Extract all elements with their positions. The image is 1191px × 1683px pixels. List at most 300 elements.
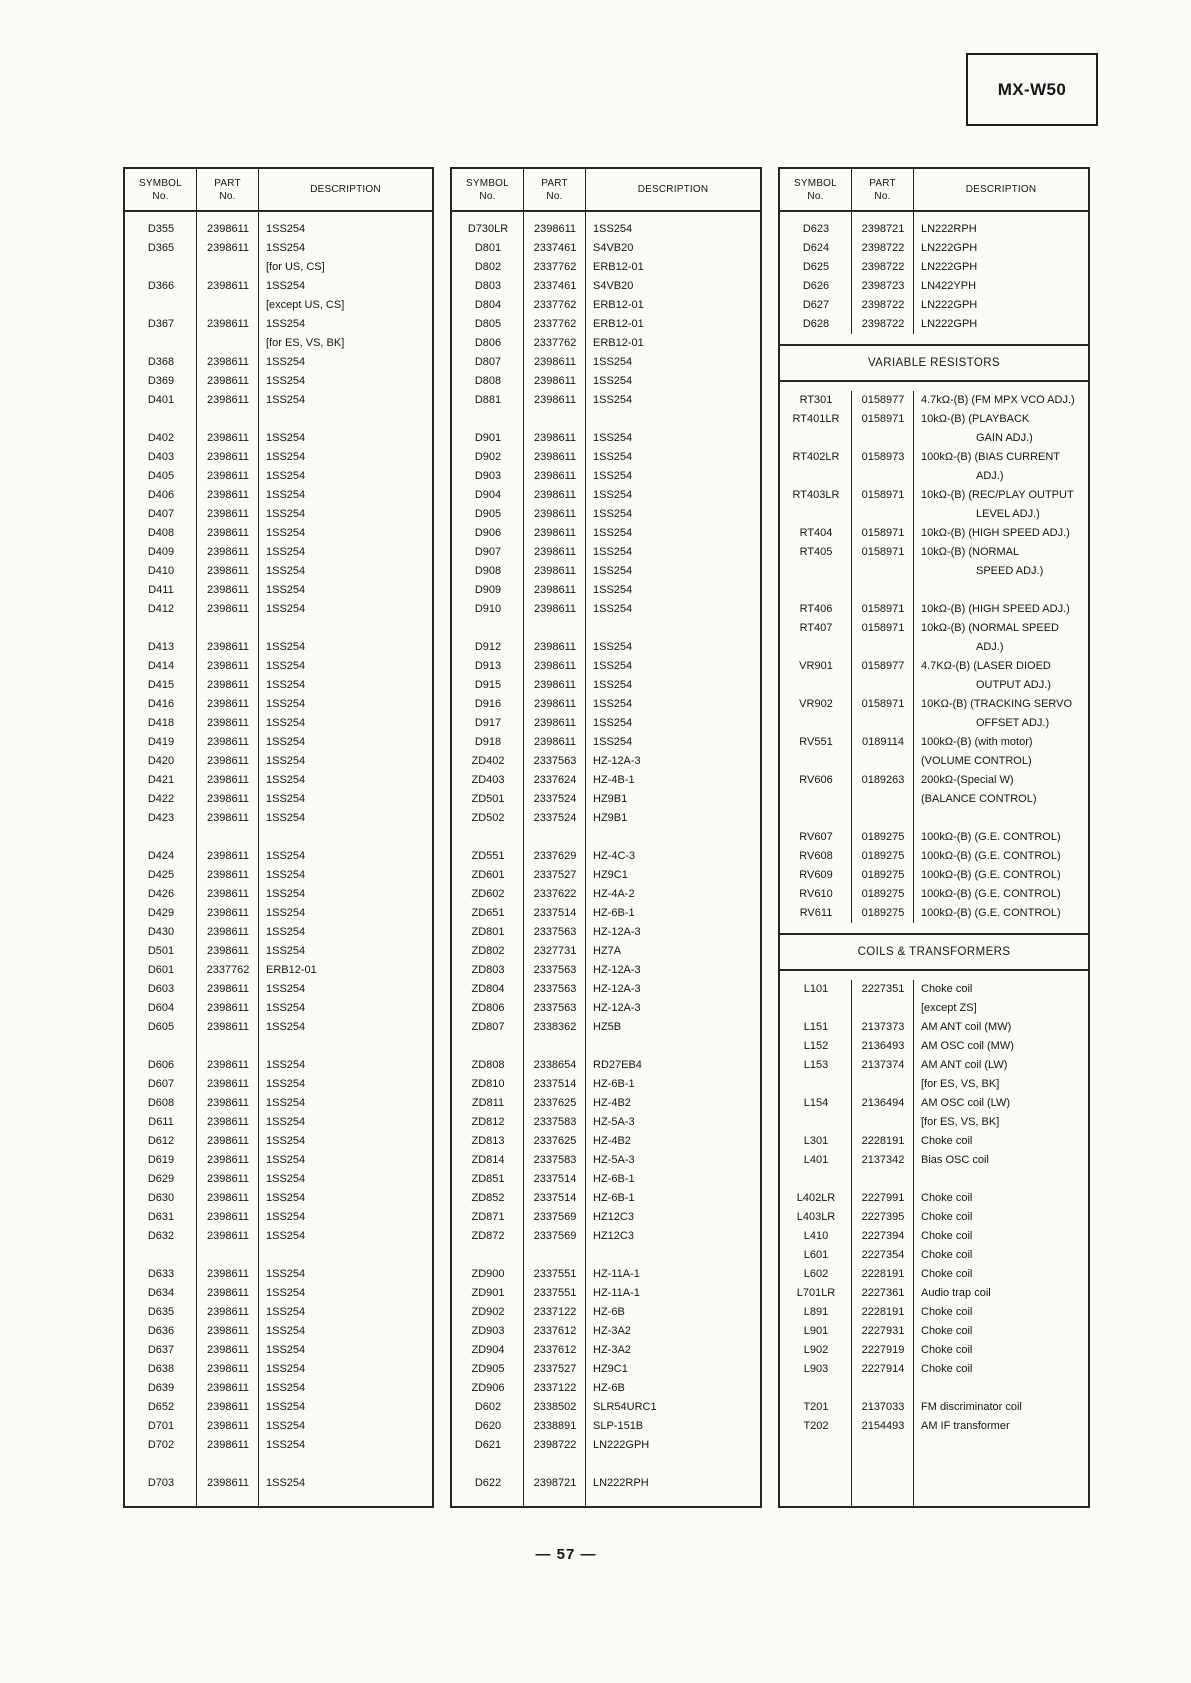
table-row [780, 1208, 1088, 1227]
part-no-cell: 2398611 [206, 1135, 249, 1147]
table-row [125, 1189, 432, 1208]
symbol-no-cell: D424 [147, 850, 175, 862]
table-row [780, 1246, 1088, 1265]
description-cell: 10kΩ-(B) (HIGH SPEED ADJ.) [921, 603, 1070, 615]
symbol-no-cell: L301 [803, 1135, 829, 1147]
table-body [125, 212, 432, 1506]
table-row [780, 1417, 1088, 1436]
description-cell: RD27EB4 [593, 1059, 642, 1071]
table-row [452, 1094, 760, 1113]
table-row [780, 904, 1088, 923]
description-cell: LN222GPH [921, 242, 978, 254]
part-no-cell: 2154493 [861, 1420, 905, 1432]
description-cell: HZ-6B-1 [593, 1078, 635, 1090]
table-row [780, 1075, 1088, 1094]
part-no-cell: 2398611 [533, 356, 576, 368]
spacer-row [125, 410, 432, 429]
part-no-cell: 2137374 [861, 1059, 905, 1071]
table-row [452, 600, 760, 619]
description-cell: HZ-6B [593, 1306, 625, 1318]
part-no-cell: 2398611 [206, 1268, 249, 1280]
part-no-cell: 2398611 [206, 945, 249, 957]
symbol-no-cell: D634 [147, 1287, 175, 1299]
description-cell: HZ9C1 [593, 869, 628, 881]
description-cell: Bias OSC coil [921, 1154, 989, 1166]
part-no-cell: 2337762 [206, 964, 250, 976]
part-no-cell: 2398611 [533, 375, 576, 387]
table-row [780, 258, 1088, 277]
symbol-no-cell: D902 [474, 451, 502, 463]
description-cell: 1SS254 [266, 394, 306, 406]
table-body [452, 212, 760, 1506]
symbol-no-cell: D367 [147, 318, 175, 330]
table-row [452, 1151, 760, 1170]
description-cell: 1SS254 [266, 1363, 306, 1375]
symbol-no-cell: ZD871 [471, 1211, 505, 1223]
section-title: COILS & TRANSFORMERS [780, 933, 1088, 971]
description-cell: 1SS254 [266, 1173, 306, 1185]
table-row [452, 277, 760, 296]
symbol-no-cell: D406 [147, 489, 175, 501]
description-cell: 1SS254 [266, 375, 306, 387]
part-no-cell: 2398611 [533, 584, 576, 596]
description-cell: LEVEL ADJ.) [976, 508, 1040, 520]
table-row [452, 1208, 760, 1227]
part-no-cell: 0189114 [861, 736, 904, 748]
description-cell: 1SS254 [593, 508, 633, 520]
table-row [780, 429, 1088, 448]
part-no-cell: 2398611 [206, 1420, 249, 1432]
parts-table-right [778, 167, 1090, 1508]
table-header-row [125, 169, 432, 212]
description-cell: S4VB20 [593, 242, 634, 254]
description-cell: [for ES, VS, BK] [921, 1116, 1000, 1128]
symbol-no-cell: RT401LR [792, 413, 840, 425]
spacer-row [452, 410, 760, 429]
page-number: — 57 — [535, 1546, 597, 1563]
part-no-cell: 2337625 [533, 1135, 577, 1147]
description-cell: 1SS254 [593, 679, 633, 691]
description-header: DESCRIPTION [310, 184, 381, 195]
part-no-cell: 2337563 [533, 1002, 577, 1014]
description-cell: HZ9B1 [593, 793, 628, 805]
description-cell: 1SS254 [266, 1344, 306, 1356]
table-row [780, 505, 1088, 524]
description-cell: 1SS254 [593, 546, 633, 558]
description-cell: HZ-4B2 [593, 1097, 631, 1109]
symbol-no-cell: D629 [147, 1173, 175, 1185]
parts-table-middle [450, 167, 762, 1508]
part-no-cell: 2337551 [533, 1268, 577, 1280]
part-no-cell: 2398611 [206, 1021, 249, 1033]
part-no-cell: 2398611 [206, 1439, 249, 1451]
description-cell: Choke coil [921, 1268, 973, 1280]
table-row [452, 334, 760, 353]
spacer-row [780, 809, 1088, 828]
description-cell: HZ-6B-1 [593, 1192, 635, 1204]
table-row [125, 714, 432, 733]
symbol-no-cell: D419 [147, 736, 175, 748]
symbol-no-cell: D401 [147, 394, 175, 406]
symbol-no-cell: D804 [474, 299, 502, 311]
symbol-no-cell: D627 [802, 299, 830, 311]
description-cell: HZ9B1 [593, 812, 628, 824]
part-no-cell: 2398611 [206, 1116, 249, 1128]
description-cell: OFFSET ADJ.) [976, 717, 1050, 729]
symbol-no-cell: D801 [474, 242, 502, 254]
symbol-no-header: SYMBOL No. [452, 169, 524, 210]
part-no-cell: 2227361 [861, 1287, 905, 1299]
description-cell: 1SS254 [593, 584, 633, 596]
table-row [125, 1474, 432, 1493]
model-number: MX-W50 [997, 79, 1067, 99]
table-row [452, 866, 760, 885]
part-no-cell: 2136493 [861, 1040, 905, 1052]
spacer-row [452, 828, 760, 847]
symbol-no-cell: D420 [147, 755, 175, 767]
description-cell: GAIN ADJ.) [976, 432, 1033, 444]
symbol-no-cell: D901 [474, 432, 502, 444]
symbol-no-cell: D423 [147, 812, 175, 824]
description-cell: 10kΩ-(B) (REC/PLAY OUTPUT [921, 489, 1074, 501]
table-row [125, 372, 432, 391]
part-no-cell: 0189275 [861, 907, 905, 919]
symbol-no-cell: ZD403 [471, 774, 505, 786]
table-row [452, 771, 760, 790]
table-row [452, 1170, 760, 1189]
symbol-no-cell: D612 [147, 1135, 175, 1147]
part-no-cell: 2337629 [533, 850, 577, 862]
description-cell: Choke coil [921, 1135, 973, 1147]
symbol-no-cell: D624 [802, 242, 830, 254]
part-no-cell: 2227351 [861, 983, 905, 995]
description-cell: 1SS254 [593, 698, 633, 710]
symbol-no-cell: L601 [803, 1249, 829, 1261]
part-no-cell: 2398611 [206, 223, 249, 235]
table-row [452, 923, 760, 942]
description-cell: OUTPUT ADJ.) [976, 679, 1051, 691]
description-cell: 1SS254 [593, 717, 633, 729]
part-no-cell: 2136494 [861, 1097, 905, 1109]
description-cell: 1SS254 [266, 470, 306, 482]
symbol-no-cell: D701 [147, 1420, 175, 1432]
description-cell: Choke coil [921, 1344, 973, 1356]
symbol-no-cell: RV609 [799, 869, 833, 881]
description-cell: 1SS254 [266, 1325, 306, 1337]
part-no-cell: 2338502 [533, 1401, 577, 1413]
table-row [452, 1417, 760, 1436]
symbol-no-header: SYMBOL No. [780, 169, 852, 210]
description-cell: 10kΩ-(B) (HIGH SPEED ADJ.) [921, 527, 1070, 539]
part-no-cell: 0158977 [861, 394, 905, 406]
part-no-cell: 2398611 [206, 774, 249, 786]
description-cell: 1SS254 [266, 945, 306, 957]
description-cell: 1SS254 [593, 641, 633, 653]
part-no-cell: 2398611 [206, 679, 249, 691]
description-cell: 100kΩ-(B) (G.E. CONTROL) [921, 907, 1061, 919]
symbol-no-cell: D410 [147, 565, 175, 577]
description-cell: HZ-5A-3 [593, 1154, 635, 1166]
part-no-cell: 2398611 [206, 1325, 249, 1337]
symbol-no-cell: T201 [803, 1401, 829, 1413]
description-cell: LN422YPH [921, 280, 977, 292]
part-no-cell: 2228191 [861, 1268, 905, 1280]
part-no-cell: 2227991 [861, 1192, 905, 1204]
part-no-cell: 2398611 [206, 565, 249, 577]
column-divider [258, 212, 260, 1506]
part-no-cell: 2398611 [206, 717, 249, 729]
spacer-row [452, 1455, 760, 1474]
symbol-no-cell: ZD807 [471, 1021, 505, 1033]
part-no-cell: 2398611 [206, 755, 249, 767]
description-cell: HZ5B [593, 1021, 622, 1033]
description-cell: 4.7kΩ-(B) (FM MPX VCO ADJ.) [921, 394, 1075, 406]
symbol-no-cell: D355 [147, 223, 175, 235]
description-cell: 100kΩ-(B) (G.E. CONTROL) [921, 869, 1061, 881]
description-cell: Choke coil [921, 1249, 973, 1261]
table-row [125, 1056, 432, 1075]
description-cell: 1SS254 [266, 1382, 306, 1394]
description-cell: 1SS254 [266, 1287, 306, 1299]
description-cell: 1SS254 [266, 318, 306, 330]
table-row [452, 543, 760, 562]
part-no-cell: 2398611 [206, 318, 249, 330]
part-no-cell: 2398611 [533, 565, 576, 577]
symbol-no-cell: D636 [147, 1325, 175, 1337]
symbol-no-cell: ZD601 [471, 869, 505, 881]
table-row [125, 1436, 432, 1455]
spacer-row [452, 1246, 760, 1265]
part-no-cell: 2398722 [861, 318, 905, 330]
description-cell: 1SS254 [266, 1135, 306, 1147]
symbol-no-cell: L154 [803, 1097, 829, 1109]
table-row [780, 790, 1088, 809]
description-cell: SLP-151B [593, 1420, 644, 1432]
part-no-cell: 2398611 [206, 1382, 249, 1394]
symbol-no-cell: D638 [147, 1363, 175, 1375]
table-row [125, 1379, 432, 1398]
description-header: DESCRIPTION [637, 184, 709, 195]
symbol-no-cell: ZD651 [471, 907, 505, 919]
description-cell: 1SS254 [266, 1021, 306, 1033]
part-no-cell: 2398611 [533, 470, 576, 482]
part-no-cell: 2398611 [206, 812, 249, 824]
table-row [452, 1132, 760, 1151]
description-cell: 1SS254 [266, 356, 306, 368]
description-cell: SLR54URC1 [593, 1401, 657, 1413]
symbol-no-cell: ZD903 [471, 1325, 505, 1337]
symbol-no-cell: L701LR [796, 1287, 836, 1299]
part-no-cell: 2398611 [206, 242, 249, 254]
table-row [125, 448, 432, 467]
table-row [452, 752, 760, 771]
description-cell: ERB12-01 [593, 261, 644, 273]
table-row [780, 771, 1088, 790]
part-no-cell: 2337563 [533, 964, 577, 976]
symbol-no-cell: RV551 [799, 736, 833, 748]
table-row [125, 961, 432, 980]
symbol-no-cell: D403 [147, 451, 175, 463]
description-cell: 100kΩ-(B) (G.E. CONTROL) [921, 888, 1061, 900]
description-cell: AM ANT coil (MW) [921, 1021, 1012, 1033]
table-row [452, 885, 760, 904]
description-cell: [except ZS] [921, 1002, 977, 1014]
description-cell: 1SS254 [593, 432, 633, 444]
table-row [125, 467, 432, 486]
part-no-cell: 2398611 [206, 736, 249, 748]
part-no-cell: 2337122 [533, 1306, 577, 1318]
spacer-row [125, 1455, 432, 1474]
table-row [125, 1132, 432, 1151]
part-no-cell: 2227354 [861, 1249, 905, 1261]
description-cell: Choke coil [921, 1230, 973, 1242]
description-cell: 4.7KΩ-(B) (LASER DIOED [921, 660, 1051, 672]
column-divider [523, 212, 525, 1506]
symbol-no-cell: D907 [474, 546, 502, 558]
symbol-no-cell: D369 [147, 375, 175, 387]
table-row [452, 315, 760, 334]
part-no-cell: 2228191 [861, 1135, 905, 1147]
description-cell: HZ-12A-3 [593, 926, 641, 938]
table-row [452, 790, 760, 809]
part-no-cell: 2398611 [206, 1230, 249, 1242]
table-row [125, 733, 432, 752]
symbol-no-cell: D425 [147, 869, 175, 881]
description-cell: 1SS254 [266, 432, 306, 444]
table-row [125, 885, 432, 904]
table-header-row [452, 169, 760, 212]
table-row [452, 980, 760, 999]
table-row [125, 1227, 432, 1246]
part-no-cell: 2398611 [206, 869, 249, 881]
description-cell: HZ-5A-3 [593, 1116, 635, 1128]
part-no-cell: 2398611 [533, 679, 576, 691]
table-row [125, 847, 432, 866]
part-no-cell: 0189263 [861, 774, 905, 786]
part-no-cell: 2398611 [206, 1154, 249, 1166]
table-row [125, 942, 432, 961]
table-row [452, 296, 760, 315]
description-cell: Choke coil [921, 1192, 973, 1204]
table-row [125, 904, 432, 923]
table-row [452, 1018, 760, 1037]
part-no-cell: 2337524 [533, 812, 577, 824]
part-no-cell: 2227394 [861, 1230, 905, 1242]
description-cell: 1SS254 [266, 1477, 306, 1489]
symbol-no-cell: RV607 [799, 831, 833, 843]
description-cell: 1SS254 [593, 736, 633, 748]
table-row [780, 638, 1088, 657]
description-cell: 1SS254 [266, 584, 306, 596]
part-no-cell: 0189275 [861, 850, 905, 862]
description-cell: 1SS254 [266, 1059, 306, 1071]
description-cell: 1SS254 [266, 850, 306, 862]
symbol-no-cell: D637 [147, 1344, 175, 1356]
part-no-cell: 2398611 [206, 793, 249, 805]
part-no-cell: 2398611 [533, 527, 576, 539]
part-no-cell: 2398611 [206, 1363, 249, 1375]
table-row [125, 220, 432, 239]
part-no-cell: 2398611 [206, 1192, 249, 1204]
table-row [452, 486, 760, 505]
part-no-cell: 2398611 [206, 907, 249, 919]
description-cell: HZ12C3 [593, 1211, 634, 1223]
part-no-cell: 0158971 [861, 603, 905, 615]
table-row [125, 1265, 432, 1284]
section-title: VARIABLE RESISTORS [780, 344, 1088, 382]
part-no-header: PART No. [197, 169, 259, 210]
symbol-no-cell: ZD810 [471, 1078, 505, 1090]
part-no-cell: 0158971 [861, 546, 905, 558]
table-row [780, 714, 1088, 733]
description-cell: 1SS254 [266, 641, 306, 653]
part-no-cell: 2337461 [533, 280, 577, 292]
description-cell: 100kΩ-(B) (G.E. CONTROL) [921, 831, 1061, 843]
description-cell: Choke coil [921, 1211, 973, 1223]
description-cell: [for US, CS] [266, 261, 325, 273]
description-cell: 1SS254 [266, 907, 306, 919]
description-cell: 1SS254 [266, 603, 306, 615]
table-row [780, 1037, 1088, 1056]
table-row [452, 1398, 760, 1417]
table-row [452, 904, 760, 923]
table-row [125, 1284, 432, 1303]
description-cell: 1SS254 [266, 793, 306, 805]
part-no-cell: 2398611 [206, 926, 249, 938]
part-no-cell: 2398721 [861, 223, 905, 235]
description-cell: ERB12-01 [593, 318, 644, 330]
part-no-cell: 2337527 [533, 869, 577, 881]
description-cell: HZ-12A-3 [593, 1002, 641, 1014]
part-no-cell: 2398611 [206, 546, 249, 558]
table-row [780, 828, 1088, 847]
description-cell: 1SS254 [266, 1268, 306, 1280]
table-row [452, 524, 760, 543]
spacer-row [125, 619, 432, 638]
part-no-cell: 2398611 [533, 223, 576, 235]
part-no-cell: 2338891 [533, 1420, 577, 1432]
table-row [780, 980, 1088, 999]
table-row [780, 600, 1088, 619]
table-row [452, 581, 760, 600]
part-no-cell: 2398611 [533, 603, 576, 615]
symbol-no-cell: L903 [803, 1363, 829, 1375]
table-row [452, 714, 760, 733]
description-cell: 1SS254 [266, 926, 306, 938]
symbol-no-cell: D605 [147, 1021, 175, 1033]
table-row [780, 315, 1088, 334]
table-row [780, 1094, 1088, 1113]
part-no-cell: 2398611 [206, 356, 249, 368]
symbol-no-cell: D421 [147, 774, 175, 786]
part-no-cell: 2398611 [206, 1477, 249, 1489]
table-row [780, 1018, 1088, 1037]
table-row [780, 296, 1088, 315]
table-row [125, 315, 432, 334]
part-no-cell: 2398611 [206, 983, 249, 995]
description-cell: 1SS254 [266, 1420, 306, 1432]
symbol-no-cell: D601 [147, 964, 175, 976]
table-row [125, 524, 432, 543]
table-row [780, 524, 1088, 543]
symbol-no-cell: D366 [147, 280, 175, 292]
symbol-no-cell: ZD501 [471, 793, 505, 805]
symbol-no-cell: D622 [474, 1477, 502, 1489]
symbol-no-cell: ZD902 [471, 1306, 505, 1318]
symbol-no-cell: D409 [147, 546, 175, 558]
part-no-cell: 2398611 [206, 470, 249, 482]
description-cell: 1SS254 [266, 774, 306, 786]
